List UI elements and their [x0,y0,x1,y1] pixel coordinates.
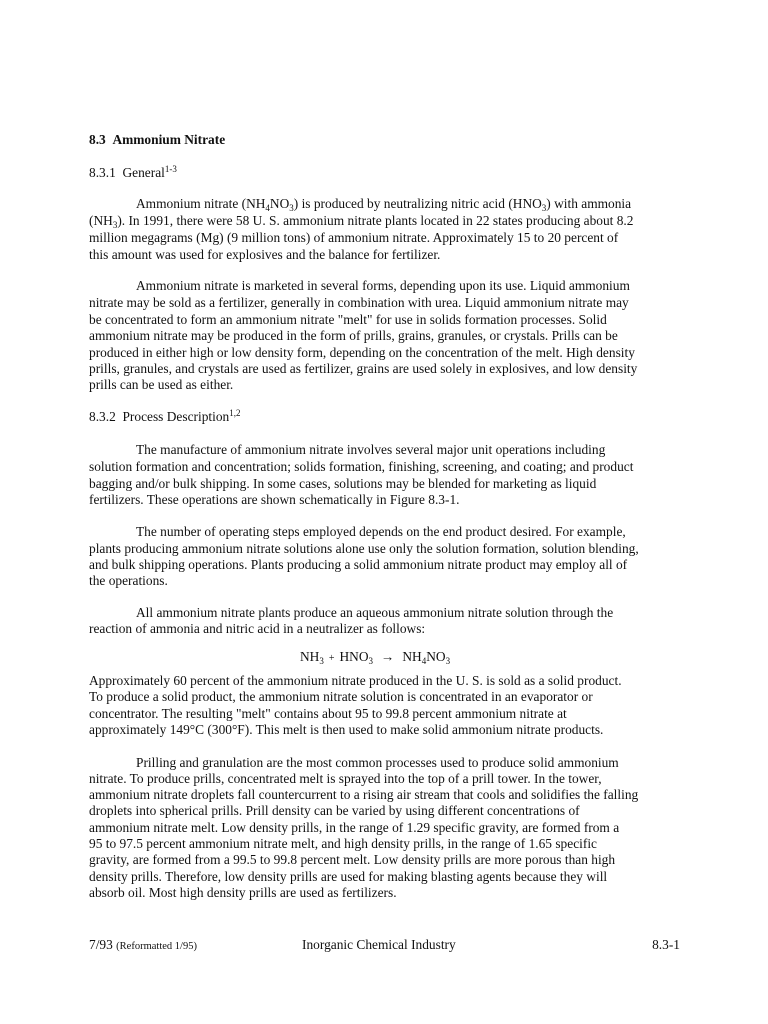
chemical-equation: $NH_3 + HNO_3 \to NH_4NO_3$ [300,649,451,666]
reference-superscript: 1-3 [164,164,177,174]
footer-title: Inorganic Chemical Industry [302,937,456,952]
reference-superscript: 1,2 [229,408,241,418]
reaction-arrow: → [381,649,395,664]
footer-date: 7/93 (Reformatted 1/95) [89,937,197,952]
footer-reformatted: (Reformatted 1/95) [116,941,197,952]
page-number: 8.3-1 [652,937,680,952]
section-number: 8.3 [89,132,106,147]
subsection-heading-general: 8.3.1 General$^{1-3}$ [89,164,177,180]
subsection-heading-process: 8.3.2 Process Description$^{1,2}$ [89,408,241,424]
page-footer [89,937,680,955]
section-heading [89,132,225,148]
section-title: Ammonium Nitrate [112,132,226,147]
